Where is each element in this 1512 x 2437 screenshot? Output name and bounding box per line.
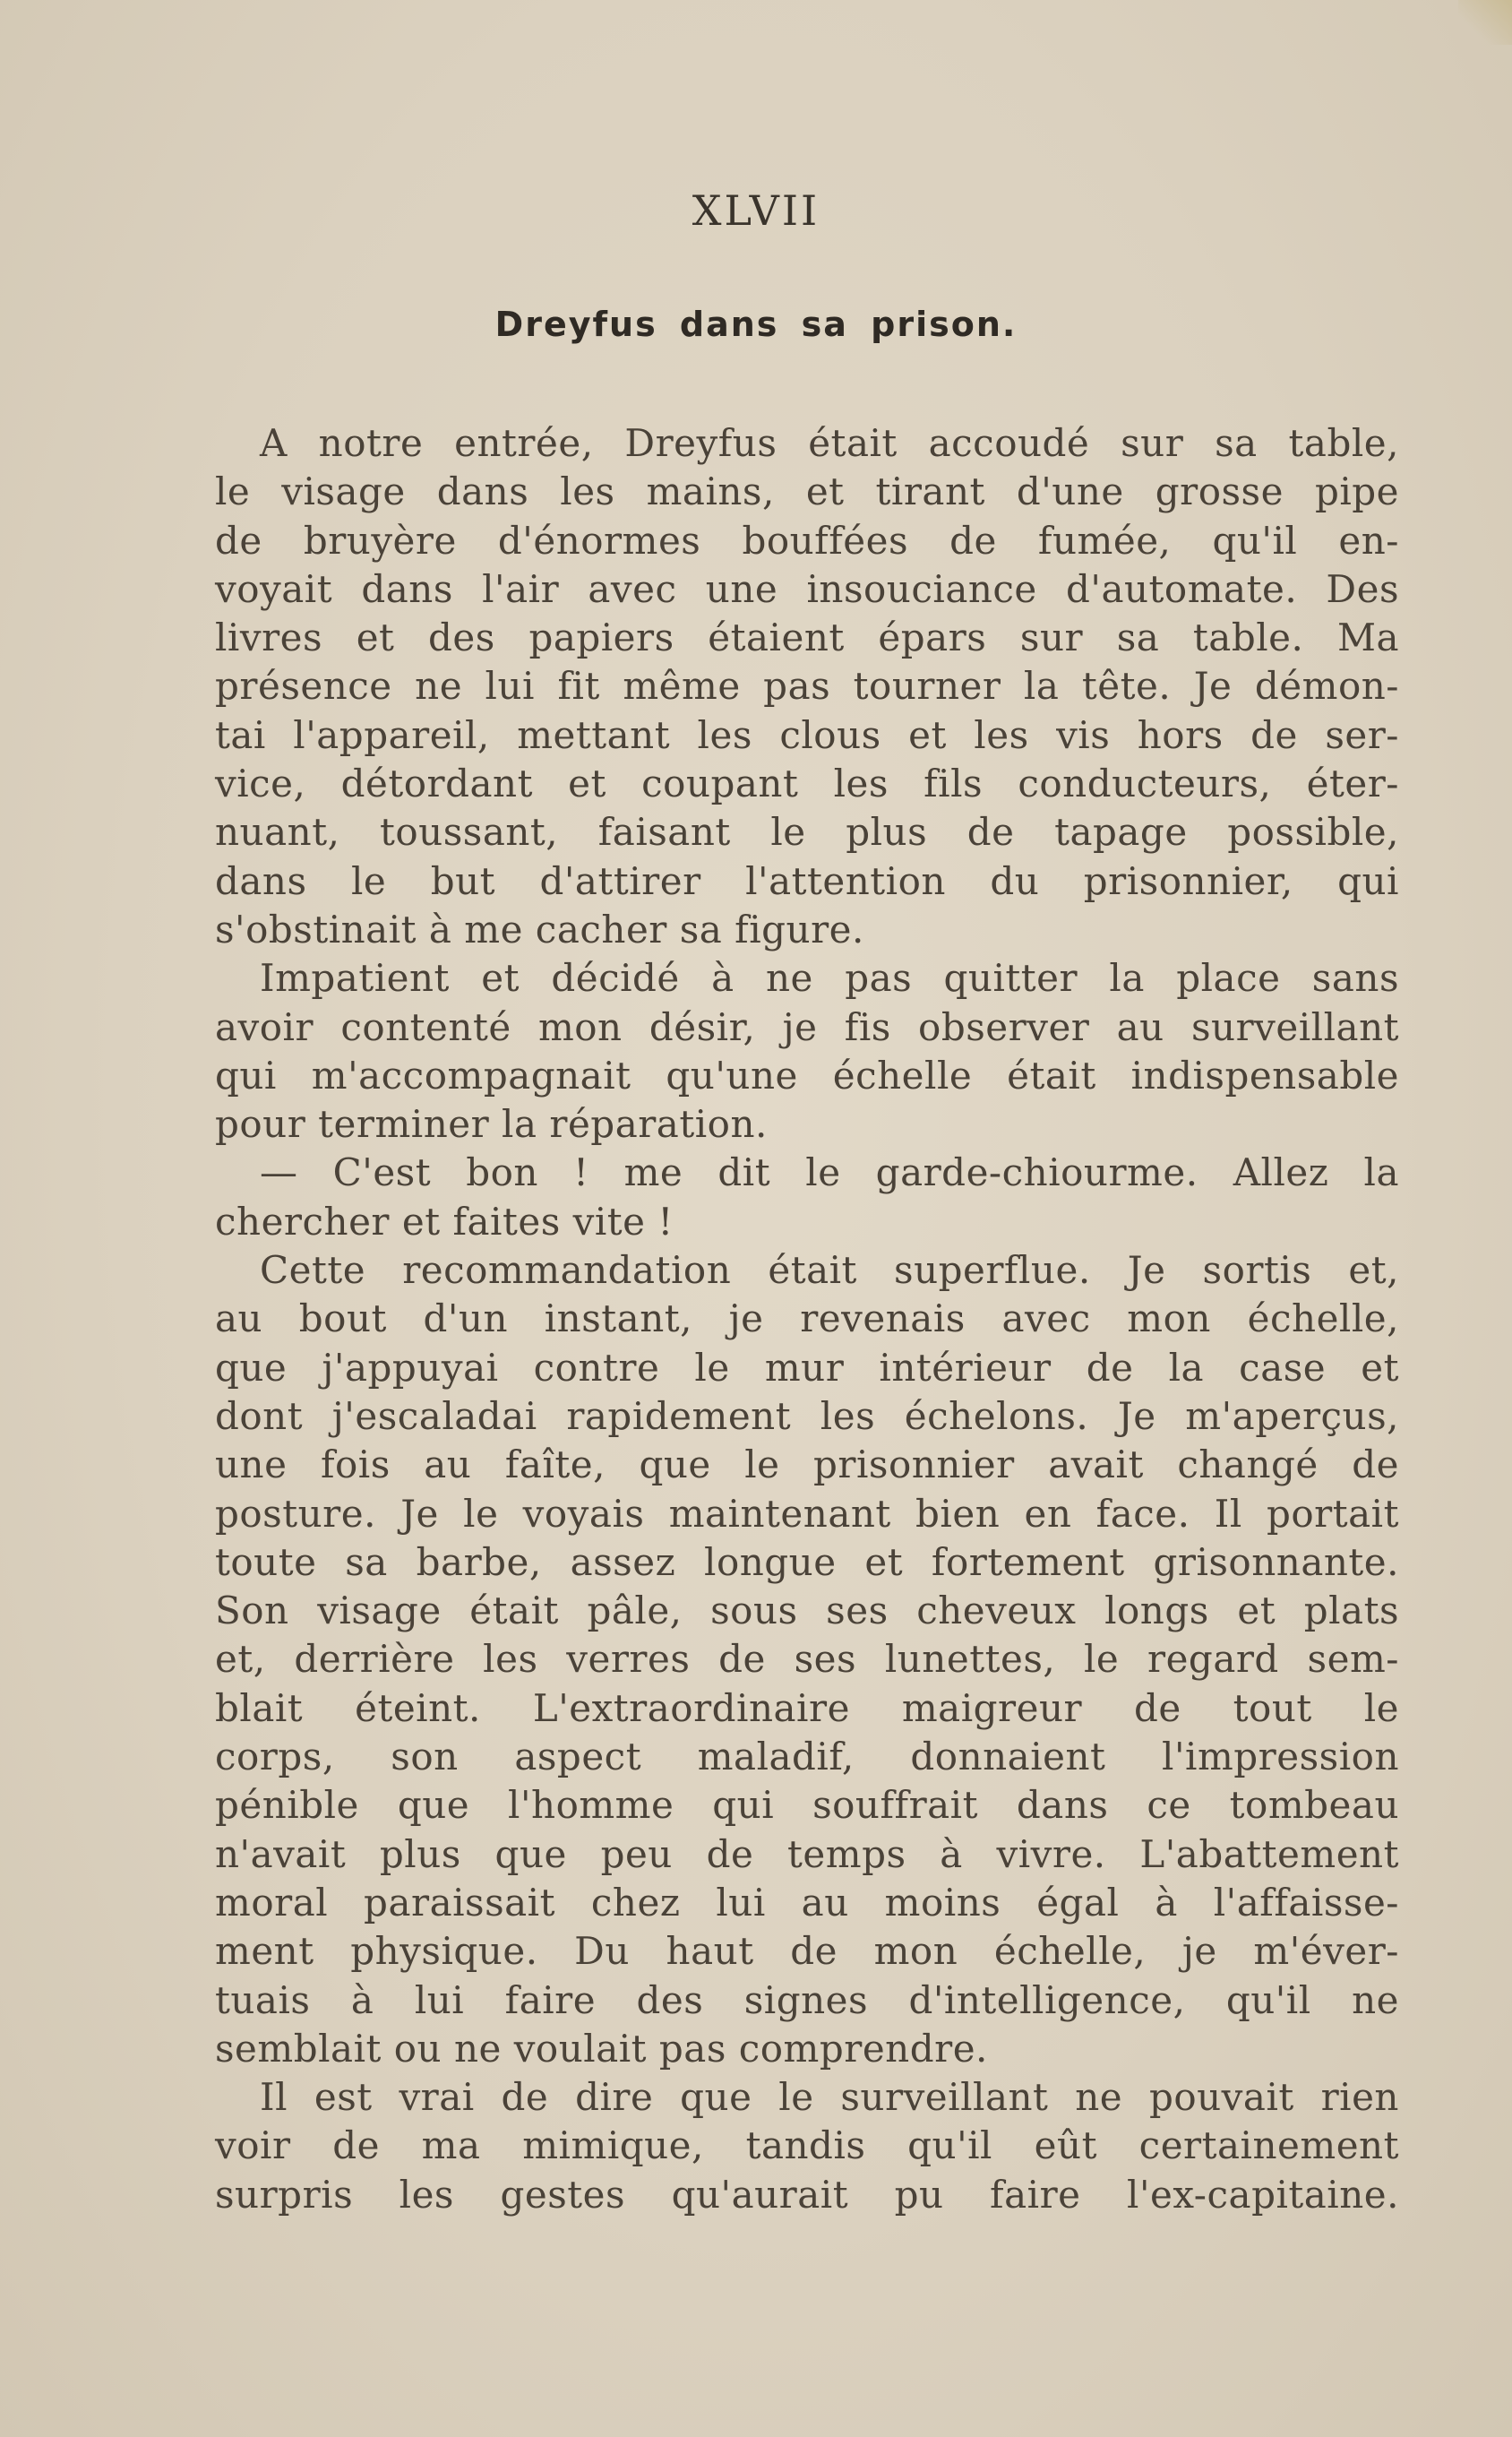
text-line: le visage dans les mains, et tirant d'une grosse pipe <box>215 469 1399 514</box>
text-line: et, derrière les verres de ses lunettes, le regard sem- <box>215 1637 1399 1682</box>
text-line: une fois au faîte, que le prisonnier avait changé de <box>215 1442 1399 1487</box>
text-line: Il est vrai de dire que le surveillant ne pouvait rien <box>260 2075 1399 2120</box>
text-line: Cette recommandation était superflue. Je sortis et, <box>260 1248 1399 1293</box>
text-line: dont j'escaladai rapidement les échelons. Je m'aperçus, <box>215 1393 1399 1438</box>
text-line: nuant, toussant, faisant le plus de tapage possible, <box>215 810 1399 855</box>
text-line: tuais à lui faire des signes d'intelligence, qu'il ne <box>215 1977 1399 2022</box>
text-line: avoir contenté mon désir, je fis observer au surveillant <box>215 1004 1399 1049</box>
text-line: pour terminer la réparation. <box>215 1102 768 1147</box>
text-line: Son visage était pâle, sous ses cheveux longs et plats <box>215 1589 1399 1633</box>
text-line: corps, son aspect maladif, donnaient l'impression <box>215 1735 1399 1779</box>
text-line: de bruyère d'énormes bouffées de fumée, qu'il en- <box>215 518 1399 563</box>
text-line: moral paraissait chez lui au moins égal à l'affaisse- <box>215 1880 1399 1925</box>
chapter-title: Dreyfus dans sa prison. <box>494 305 1018 344</box>
text-line: voyait dans l'air avec une insouciance d'automate. Des <box>215 566 1399 611</box>
chapter-number: XLVII <box>692 186 820 235</box>
text-line: qui m'accompagnait qu'une échelle était indispensable <box>215 1053 1399 1098</box>
text-line: semblait ou ne voulait pas comprendre. <box>215 2026 988 2071</box>
text-line: au bout d'un instant, je revenais avec mon échelle, <box>215 1296 1399 1341</box>
text-line: tai l'appareil, mettant les clous et les vis hors de ser- <box>215 712 1399 757</box>
text-line: ment physique. Du haut de mon échelle, je m'éver- <box>215 1929 1399 1974</box>
text-line: toute sa barbe, assez longue et fortement grisonnante. <box>215 1539 1399 1584</box>
text-line: livres et des papiers étaient épars sur sa table. Ma <box>215 616 1399 660</box>
body-text <box>215 419 1399 2219</box>
text-line: surpris les gestes qu'aurait pu faire l'ex-capitaine. <box>215 2172 1399 2217</box>
text-line: dans le but d'attirer l'attention du prisonnier, qui <box>215 858 1399 903</box>
text-line: chercher et faites vite ! <box>215 1199 674 1244</box>
text-line: vice, détordant et coupant les fils conducteurs, éter- <box>215 762 1399 806</box>
page-corner-stain <box>1458 0 1512 45</box>
text-line: s'obstinait à me cacher sa figure. <box>215 907 864 952</box>
text-line: — C'est bon ! me dit le garde-chiourme. Allez la <box>260 1150 1399 1195</box>
text-line: A notre entrée, Dreyfus était accoudé sur sa table, <box>260 421 1399 465</box>
text-line: n'avait plus que peu de temps à vivre. L'abattement <box>215 1831 1399 1876</box>
text-line: posture. Je le voyais maintenant bien en face. Il portait <box>215 1491 1399 1536</box>
text-line: que j'appuyai contre le mur intérieur de la case et <box>215 1345 1399 1390</box>
text-line: blait éteint. L'extraordinaire maigreur de tout le <box>215 1685 1399 1730</box>
text-line: Impatient et décidé à ne pas quitter la place sans <box>260 956 1399 1001</box>
text-line: pénible que l'homme qui souffrait dans ce tombeau <box>215 1783 1399 1828</box>
text-line: voir de ma mimique, tandis qu'il eût certainement <box>215 2123 1399 2168</box>
text-line: présence ne lui fit même pas tourner la tête. Je démon- <box>215 664 1399 709</box>
